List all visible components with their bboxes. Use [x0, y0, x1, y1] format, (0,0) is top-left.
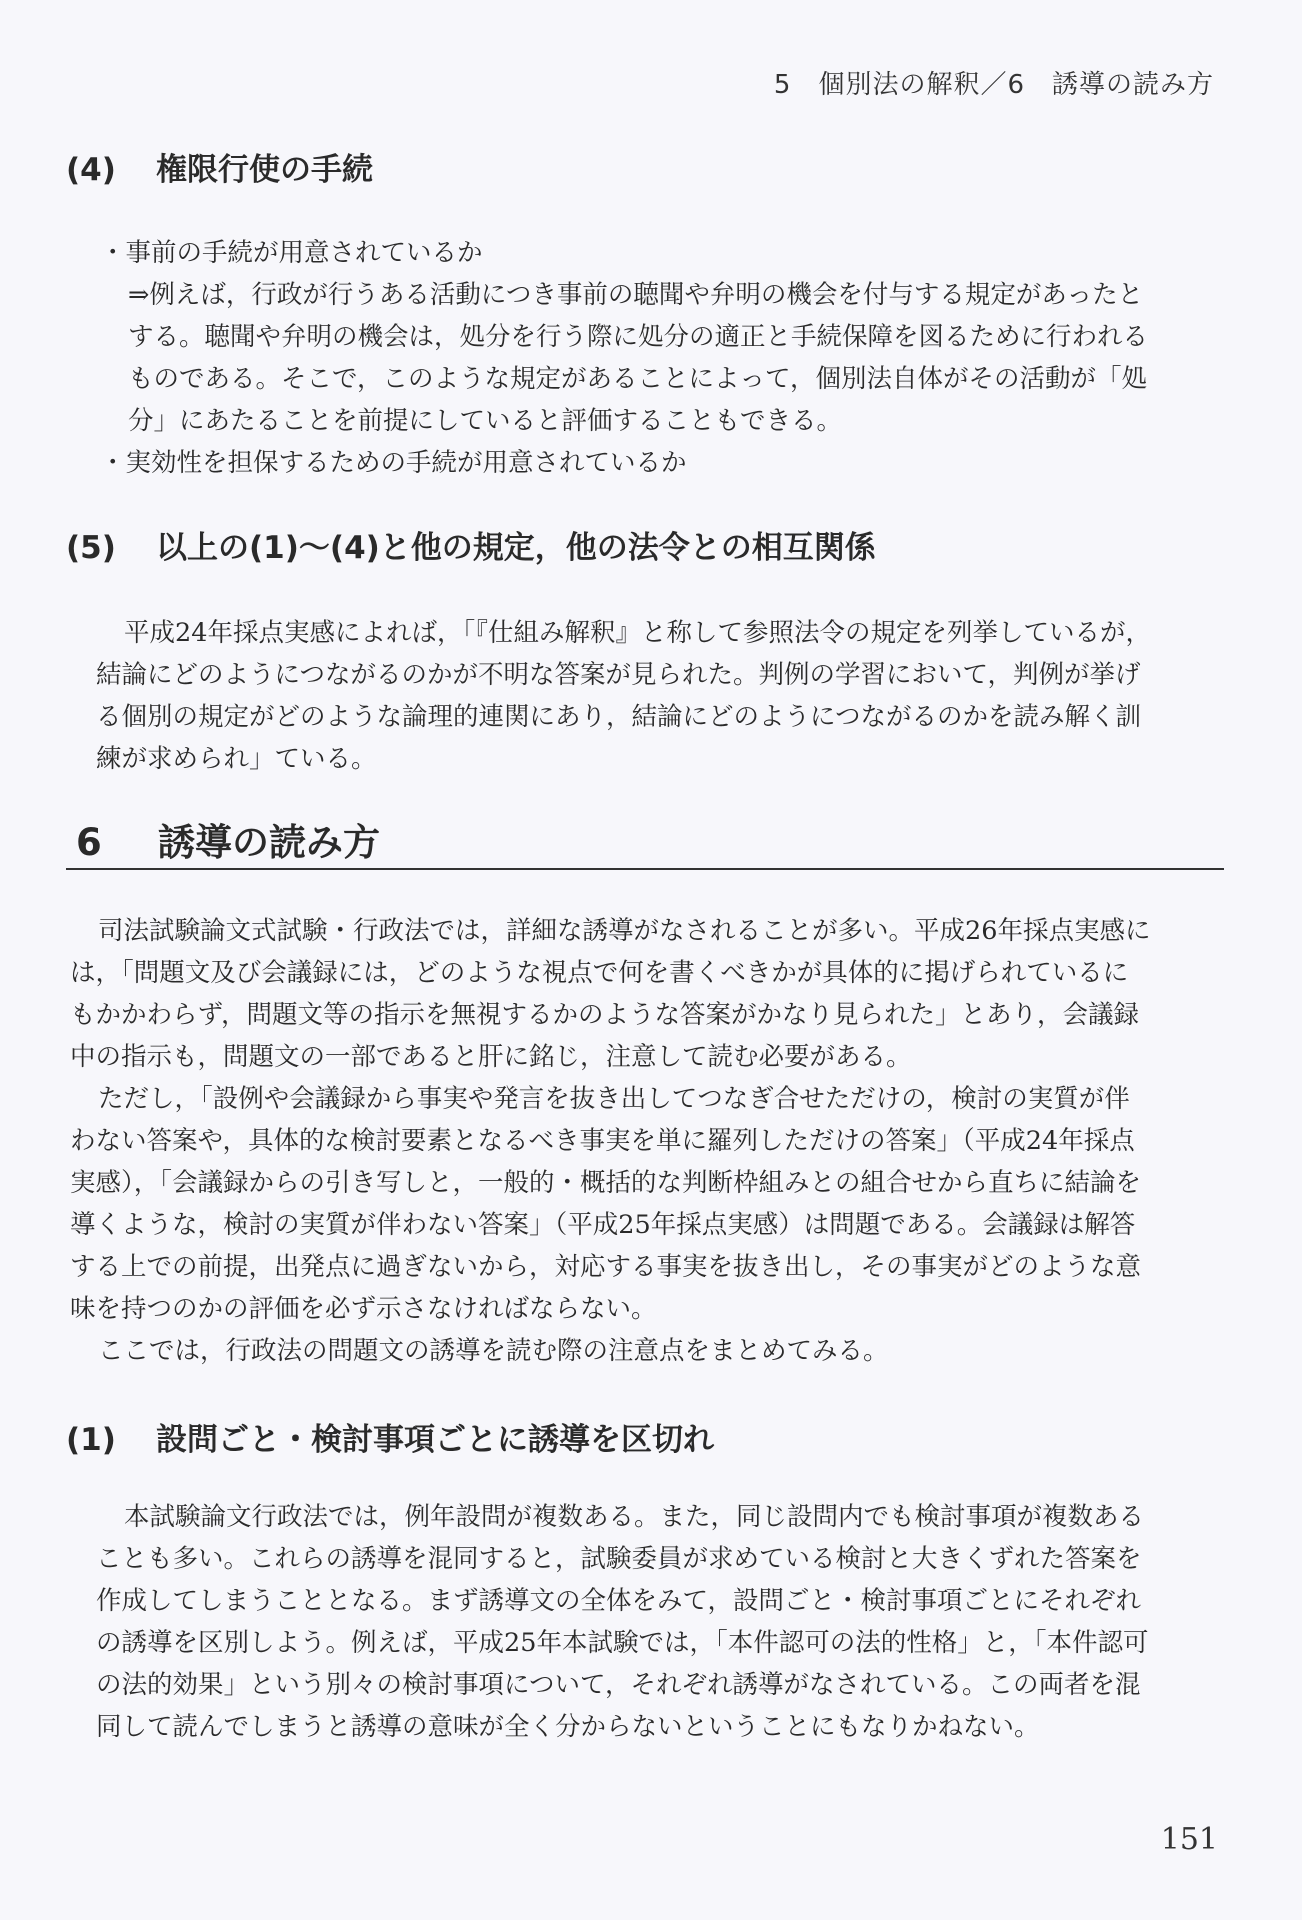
page-number: 151 [1160, 1822, 1218, 1857]
text-line: ものである。そこで，このような規定があることによって，個別法自体がその活動が「処 [128, 364, 1147, 394]
bullet-item: ・事前の手続が用意されているか [100, 238, 483, 268]
text-line: ここでは，行政法の問題文の誘導を読む際の注意点をまとめてみる。 [98, 1336, 889, 1366]
text-line: する上での前提，出発点に過ぎないから，対応する事実を抜き出し，その事実がどのような意 [70, 1252, 1142, 1282]
text-line: ことも多い。これらの誘導を混同すると，試験委員が求めている検討と大きくずれた答案を [96, 1544, 1142, 1574]
section-5-heading [66, 522, 876, 567]
subsection-1-body [96, 1496, 1226, 1748]
text-line: もかかわらず，問題文等の指示を無視するかのような答案がかなり見られた」とあり，会議録 [70, 1000, 1139, 1030]
text-line: 練が求められ」ている。 [96, 744, 377, 774]
text-line: 味を持つのかの評価を必ず示さなければならない。 [70, 1294, 657, 1324]
text-line: は，「問題文及び会議録には，どのような視点で何を書くべきかが具体的に掲げられているに [70, 958, 1129, 988]
text-line: 導くような，検討の実質が伴わない答案」（平成25年採点実感）は問題である。会議録は解答 [70, 1210, 1136, 1240]
section-6-body [70, 910, 1228, 1372]
text-line: 分」にあたることを前提にしていると評価することもできる。 [128, 406, 843, 436]
text-line: ただし，「設例や会議録から事実や発言を抜き出してつなぎ合せただけの，検討の実質が伴 [98, 1084, 1130, 1114]
section-4-heading [66, 144, 373, 189]
text-line: る個別の規定がどのような論理的連関にあり，結論にどのようにつながるのかを読み解く訓 [96, 702, 1141, 732]
text-line: わない答案や，具体的な検討要素となるべき事実を単に羅列しただけの答案」（平成24年採点 [70, 1126, 1135, 1156]
subsection-1-heading [66, 1414, 714, 1459]
section-4-title: 権限行使の手続 [156, 152, 373, 188]
running-header: 5 個別法の解釈／6 誘導の読み方 [773, 70, 1214, 100]
text-line: 司法試験論文式試験・行政法では，詳細な誘導がなされることが多い。平成26年採点実感に [98, 916, 1151, 946]
text-line: 中の指示も，問題文の一部であると肝に銘じ，注意して読む必要がある。 [70, 1042, 912, 1072]
section-5-title: 以上の(1)〜(4)と他の規定，他の法令との相互関係 [156, 530, 876, 566]
section-4-number: (4) [66, 152, 116, 188]
text-line: 作成してしまうこととなる。まず誘導文の全体をみて，設問ごと・検討事項ごとにそれぞれ [96, 1586, 1141, 1616]
text-line: 結論にどのようにつながるのかが不明な答案が見られた。判例の学習において，判例が挙げ [96, 660, 1141, 690]
bullet-item: ・実効性を担保するための手続が用意されているか [100, 448, 687, 478]
text-line: の法的効果」という別々の検討事項について，それぞれ誘導がなされている。この両者を混 [96, 1670, 1141, 1700]
section-6-number: 6 [76, 821, 102, 864]
section-6-title: 誘導の読み方 [158, 821, 380, 864]
text-line: する。聴聞や弁明の機会は，処分を行う際に処分の適正と手続保障を図るために行われる [128, 322, 1149, 352]
text-line: 実感），「会議録からの引き写しと，一般的・概括的な判断枠組みとの組合せから直ちに結論を [70, 1168, 1142, 1198]
text-line: 同して読んでしまうと誘導の意味が全く分からないということにもなりかねない。 [96, 1712, 1040, 1742]
section-6-heading [66, 812, 1224, 870]
subsection-1-number: (1) [66, 1422, 116, 1458]
text-line: 本試験論文行政法では，例年設問が複数ある。また，同じ設問内でも検討事項が複数ある [124, 1502, 1145, 1532]
text-line: の誘導を区別しよう。例えば，平成25年本試験では，「本件認可の法的性格」と，「本件認可 [96, 1628, 1149, 1658]
section-5-body [96, 612, 1226, 780]
section-4-body [100, 232, 1230, 484]
section-5-number: (5) [66, 530, 116, 566]
subsection-1-title: 設問ごと・検討事項ごとに誘導を区切れ [156, 1422, 714, 1458]
text-line: ⇒例えば，行政が行うある活動につき事前の聴聞や弁明の機会を付与する規定があったと [128, 280, 1144, 310]
text-line: 平成24年採点実感によれば，「『仕組み解釈』と称して参照法令の規定を列挙しているが， [124, 618, 1151, 648]
